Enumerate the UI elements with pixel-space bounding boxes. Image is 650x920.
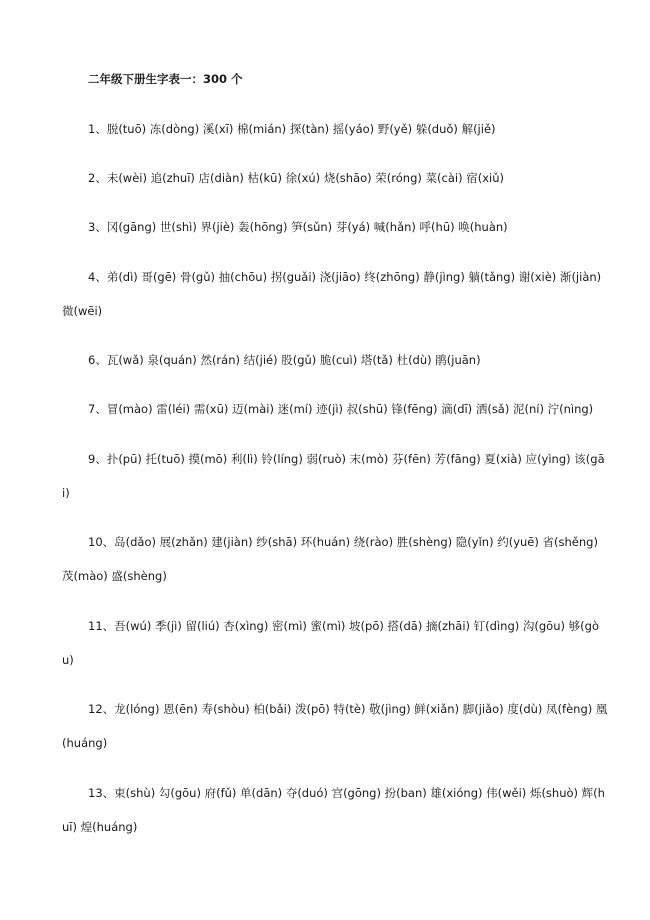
vocab-group-11: 11、吾(wú) 季(jì) 留(liú) 杏(xìng) 密(mì) 蜜(mì) 坡(pō) 搭(dā) 摘(zhāi) 钉(dìng) 沟(gōu) 够(gòu) bbox=[62, 619, 599, 667]
vocab-group-12: 12、龙(lóng) 恩(ēn) 寿(shòu) 柏(bǎi) 泼(pō) 特(tè) 敬(jìng) 鲜(xiǎn) 脚(jiǎo) 度(dù) 凤(fèng) 凰(huáng) bbox=[62, 702, 608, 750]
vocab-group-7: 7、冒(mào) 雷(léi) 需(xū) 迈(mài) 迷(mí) 迹(jì) 叔(shū) 锋(fēng) 滴(dī) 洒(sǎ) 泥(ní) 泞(nìng) bbox=[88, 402, 594, 416]
vocab-group-3: 3、冈(gāng) 世(shì) 界(jiè) 轰(hōng) 笋(sǔn) 芽(yá) 喊(hǎn) 呼(hū) 唤(huàn) bbox=[88, 220, 508, 234]
vocab-group-2: 2、未(wèi) 追(zhuī) 店(diàn) 枯(kū) 徐(xú) 烧(shāo) 荣(róng) 菜(cài) 宿(xiǔ) bbox=[88, 171, 504, 185]
vocab-group-1: 1、脱(tuō) 冻(dòng) 溪(xī) 棉(mián) 探(tàn) 摇(yáo) 野(yě) 躲(duǒ) 解(jiě) bbox=[88, 122, 496, 136]
vocab-group-6: 6、瓦(wǎ) 泉(quán) 然(rán) 结(jié) 股(gǔ) 脆(cuì) 塔(tǎ) 杜(dù) 鹃(juān) bbox=[88, 353, 481, 367]
vocab-group-13: 13、束(shù) 勾(gōu) 府(fǔ) 单(dān) 夺(duó) 宫(gōng) 扮(ban) 雄(xióng) 伟(wěi) 烁(shuò) 辉(huī) 煌(huáng) bbox=[62, 786, 605, 834]
vocab-group-10: 10、岛(dǎo) 展(zhǎn) 建(jiàn) 纱(shā) 环(huán) 绕(rào) 胜(shèng) 隐(yǐn) 约(yuē) 省(shěng) 茂(mào) 盛(shèng) bbox=[62, 535, 598, 583]
vocab-group-4: 4、弟(dì) 哥(gē) 骨(gǔ) 抽(chōu) 拐(guǎi) 浇(jiāo) 终(zhōng) 静(jìng) 躺(tǎng) 谢(xiè) 渐(jiàn) 微(wēi) bbox=[62, 270, 602, 318]
document-title: 二年级下册生字表一：300 个 bbox=[88, 72, 243, 86]
vocab-group-9: 9、扑(pū) 托(tuō) 摸(mō) 利(lì) 铃(líng) 弱(ruò) 末(mò) 芬(fēn) 芳(fāng) 夏(xià) 应(yìng) 该(gāi) bbox=[62, 452, 605, 500]
